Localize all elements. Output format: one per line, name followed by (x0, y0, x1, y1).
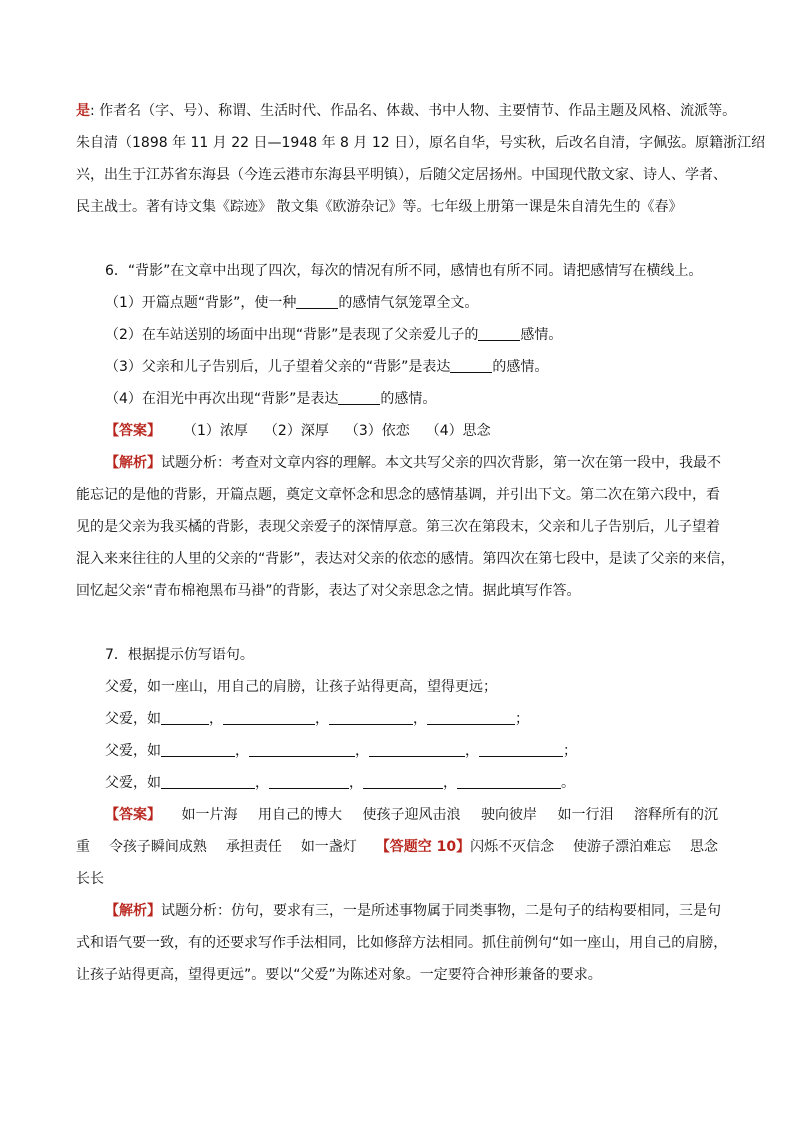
answer-blank[interactable] (479, 741, 563, 757)
q7-blank-line-3: 父爱，如 ， ， ， 。 (105, 775, 575, 791)
q6-sub-3: （3）父亲和儿子告别后，儿子望着父亲的“背影”是表达 的感情。 (105, 359, 549, 375)
answer-blank[interactable] (296, 293, 338, 309)
q6-sub-4: （4）在泪光中再次出现“背影”是表达 的感情。 (105, 391, 437, 407)
answer-blank[interactable] (338, 389, 380, 405)
intro-line-2: 朱自清（1898 年 11 月 22 日—1948 年 8 月 12 日），原名自华，号实秋，后改名自清，字佩弦。原籍浙江绍 (76, 135, 766, 151)
answer-blank[interactable] (363, 773, 443, 789)
q7-answer-line-1: 【答案】 如一片海 用自己的博大 使孩子迎风击浪 驶向彼岸 如一行泪 溶释所有的沉 (105, 807, 718, 823)
q7-example: 父爱，如一座山，用自己的肩膀，让孩子站得更高，望得更远； (105, 679, 497, 695)
q6-answer: 【答案】 （1）浓厚 （2）深厚 （3）依恋 （4）思念 (105, 423, 491, 439)
q7-answer-line-3: 长长 (76, 871, 104, 887)
q6-analysis-line-1: 【解析】试题分析：考查对文章内容的理解。本文共写父亲的四次背影，第一次在第一段中，我最不 (105, 455, 721, 471)
intro-line-3: 兴，出生于江苏省东海县（今连云港市东海县平明镇），后随父定居扬州。中国现代散文家、诗人、学者、 (76, 167, 727, 183)
q6-sub-2: （2）在车站送别的场面中出现“背影”是表现了父亲爱儿子的 感情。 (105, 327, 563, 343)
q7-stem: 7．根据提示仿写语句。 (105, 647, 254, 663)
intro-highlight: 是 (76, 103, 90, 119)
answer-label: 【答案】 (105, 807, 161, 823)
q6-sub-1: （1）开篇点题“背影”，使一种 的感情气氛笼罩全文。 (105, 295, 479, 311)
q7-answer-line-2: 重 令孩子瞬间成熟 承担责任 如一盏灯 【答题空 10】闪烁不灭信念 使游子漂泊难忘 思念 (76, 839, 718, 855)
q6-analysis-line-4: 混入来来往往的人里的父亲的“背影”，表达对父亲的依恋的感情。第四次在第七段中，是读了父亲的来信， (76, 551, 735, 567)
answer-blank[interactable] (329, 709, 413, 725)
answer-blank[interactable] (478, 325, 520, 341)
q7-analysis-line-1: 【解析】试题分析：仿句，要求有三，一是所述事物属于同类事物，二是句子的结构要相同，三是句 (105, 903, 721, 919)
answer-slot-label: 【答题空 10】 (375, 839, 471, 855)
intro-line-4: 民主战士。著有诗文集《踪迹》 散文集《欧游杂记》等。七年级上册第一课是朱自清先生的《春》 (76, 199, 683, 215)
answer-blank[interactable] (223, 709, 315, 725)
q6-stem: 6．“背影”在文章中出现了四次，每次的情况有所不同，感情也有所不同。请把感情写在横线上。 (105, 263, 703, 279)
analysis-label: 【解析】 (105, 455, 161, 471)
q7-analysis-line-3: 让孩子站得更高，望得更远”。要以“父爱”为陈述对象。一定要符合神形兼备的要求。 (76, 967, 602, 983)
intro-line-1: 是: 作者名（字、号）、称谓、生活时代、作品名、体裁、书中人物、主要情节、作品主题及风格、流派等。 (76, 103, 737, 119)
q6-analysis-line-5: 回忆起父亲“青布棉袍黑布马褂”的背影，表达了对父亲思念之情。据此填写作答。 (76, 583, 581, 599)
q6-analysis-line-2: 能忘记的是他的背影，开篇点题，奠定文章怀念和思念的感情基调，并引出下文。第二次在第六段中，看 (76, 487, 720, 503)
q6-analysis-line-3: 见的是父亲为我买橘的背影，表现父亲爱子的深情厚意。第三次在第段末，父亲和儿子告别后，儿子望着 (76, 519, 720, 535)
answer-label: 【答案】 (105, 423, 161, 439)
answer-blank[interactable] (369, 741, 465, 757)
q7-analysis-line-2: 式和语气要一致，有的还要求写作手法相同，比如修辞方法相同。抓住前例句“如一座山，用自己的肩膀， (76, 935, 728, 951)
answer-blank[interactable] (457, 773, 561, 789)
analysis-label: 【解析】 (105, 903, 161, 919)
answer-blank[interactable] (427, 709, 515, 725)
answer-blank[interactable] (269, 773, 349, 789)
answer-blank[interactable] (161, 773, 255, 789)
q7-blank-line-1: 父爱，如 ， ， ， ； (105, 711, 529, 727)
answer-blank[interactable] (450, 357, 492, 373)
answer-blank[interactable] (249, 741, 355, 757)
answer-blank[interactable] (161, 709, 209, 725)
answer-blank[interactable] (161, 741, 235, 757)
q7-blank-line-2: 父爱，如 ， ， ， ； (105, 743, 577, 759)
